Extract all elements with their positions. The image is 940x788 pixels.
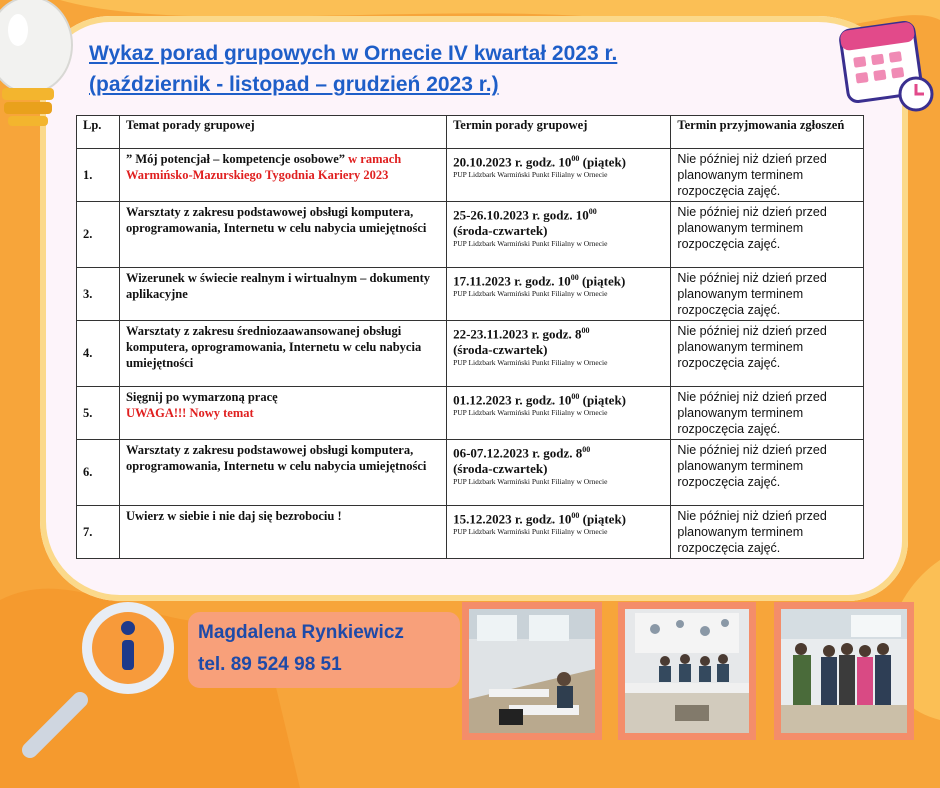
row-topic: [119, 506, 446, 559]
term-days: (środa-czwartek): [453, 461, 548, 477]
table-row: [77, 149, 864, 202]
contact-name: Magdalena Rynkiewicz: [198, 622, 404, 643]
term-days: (środa-czwartek): [453, 223, 548, 239]
table-row: [77, 321, 864, 387]
date-text: 25-26.10.2023 r. godz. 10: [453, 207, 589, 223]
row-accept: Nie później niż dzień przed planowanym terminem rozpoczęcia zajęć.: [671, 440, 864, 506]
term-place: PUP Lidzbark Warmiński Punkt Filialny w Ornecie: [453, 408, 608, 418]
date-text: 15.12.2023 r. godz. 10: [453, 511, 572, 527]
row-number: 1.: [77, 149, 120, 202]
time-minutes: 00: [588, 207, 597, 216]
row-number: 4.: [77, 321, 120, 387]
term-place: PUP Lidzbark Warmiński Punkt Filialny w Ornecie: [453, 527, 608, 537]
row-number: 6.: [77, 440, 120, 506]
lightbulb-icon: [0, 0, 80, 150]
topic-text: Warsztaty z zakresu podstawowej obsługi komputera, oprogramowania, Internetu w celu nabycia umiejętności: [125, 205, 427, 235]
term-place: PUP Lidzbark Warmiński Punkt Filialny w Ornecie: [453, 239, 608, 249]
date-text: 20.10.2023 r. godz. 10: [453, 154, 572, 170]
date-text: 22-23.11.2023 r. godz. 8: [453, 326, 582, 342]
row-topic: [119, 440, 446, 506]
topic-text: Sięgnij po wymarzoną pracę: [125, 390, 278, 404]
row-topic: [119, 321, 446, 387]
table-row: [77, 506, 864, 559]
term-date: [453, 442, 664, 461]
date-text: 17.11.2023 r. godz. 10: [453, 273, 571, 289]
topic-text: Warsztaty z zakresu średniozaawansowanej obsługi komputera, oprogramowania, Internetu w celu nabycia umiejętności: [125, 324, 422, 370]
row-accept: Nie później niż dzień przed planowanym terminem rozpoczęcia zajęć.: [671, 149, 864, 202]
header-lp: Lp.: [77, 116, 120, 149]
row-term: [447, 321, 671, 387]
time-minutes: 00: [571, 511, 580, 520]
info-magnifier-icon: [10, 600, 180, 770]
row-topic: [119, 202, 446, 268]
contact-phone: tel. 89 524 98 51: [198, 654, 342, 675]
photo-3: [774, 602, 914, 740]
table-row: [77, 387, 864, 440]
row-accept: Nie później niż dzień przed planowanym terminem rozpoczęcia zajęć.: [671, 202, 864, 268]
row-number: 3.: [77, 268, 120, 321]
row-term: [447, 149, 671, 202]
time-minutes: 00: [571, 154, 580, 163]
topic-text: Uwierz w siebie i nie daj się bezrobociu !: [125, 509, 342, 523]
schedule-table: [76, 115, 864, 559]
topic-text: ” Mój potencjał – kompetencje osobowe”: [125, 152, 345, 166]
weekday-text: (piątek): [579, 511, 627, 527]
term-date: [453, 323, 664, 342]
row-term: [447, 506, 671, 559]
row-number: 7.: [77, 506, 120, 559]
term-place: PUP Lidzbark Warmiński Punkt Filialny w Ornecie: [453, 289, 608, 299]
time-minutes: 00: [571, 392, 580, 401]
row-accept: Nie później niż dzień przed planowanym terminem rozpoczęcia zajęć.: [671, 321, 864, 387]
term-place: PUP Lidzbark Warmiński Punkt Filialny w Ornecie: [453, 170, 608, 180]
header-accept: Termin przyjmowania zgłoszeń: [671, 116, 864, 149]
term-date: [453, 389, 664, 408]
term-days: (środa-czwartek): [453, 342, 548, 358]
term-date: [453, 204, 664, 223]
topic-highlight: UWAGA!!! Nowy temat: [125, 406, 254, 420]
term-place: PUP Lidzbark Warmiński Punkt Filialny w Ornecie: [453, 477, 608, 487]
row-term: [447, 202, 671, 268]
header-topic: Temat porady grupowej: [119, 116, 446, 149]
header-term: Termin porady grupowej: [447, 116, 671, 149]
table-row: [77, 268, 864, 321]
time-minutes: 00: [581, 326, 590, 335]
topic-text: Warsztaty z zakresu podstawowej obsługi komputera, oprogramowania, Internetu w celu nabycia umiejętności: [125, 443, 427, 473]
weekday-text: (piątek): [578, 273, 626, 289]
contact-box: [188, 612, 460, 688]
table-row: [77, 440, 864, 506]
row-term: [447, 268, 671, 321]
time-minutes: 00: [570, 273, 579, 282]
row-number: 5.: [77, 387, 120, 440]
row-topic: [119, 149, 446, 202]
calendar-clock-icon: [838, 14, 936, 114]
title-line-2: (październik - listopad – grudzień 2023 r.): [89, 73, 499, 96]
date-text: 06-07.12.2023 r. godz. 8: [453, 445, 583, 461]
row-accept: Nie później niż dzień przed planowanym terminem rozpoczęcia zajęć.: [671, 387, 864, 440]
table-header-row: [77, 116, 864, 149]
row-topic: [119, 268, 446, 321]
topic-highlight: w ramach Warmińsko-Mazurskiego Tygodnia Kariery 2023: [125, 152, 402, 182]
time-minutes: 00: [582, 445, 591, 454]
title-line-1: Wykaz porad grupowych w Ornecie IV kwartał 2023 r.: [89, 42, 618, 65]
term-date: [453, 508, 664, 527]
row-term: [447, 387, 671, 440]
page-title: [89, 38, 617, 100]
row-term: [447, 440, 671, 506]
row-accept: Nie później niż dzień przed planowanym terminem rozpoczęcia zajęć.: [671, 506, 864, 559]
photo-1: [462, 602, 602, 740]
term-place: PUP Lidzbark Warmiński Punkt Filialny w Ornecie: [453, 358, 608, 368]
weekday-text: (piątek): [579, 154, 627, 170]
term-date: [453, 151, 664, 170]
term-date: [453, 270, 664, 289]
row-number: 2.: [77, 202, 120, 268]
table-row: [77, 202, 864, 268]
date-text: 01.12.2023 r. godz. 10: [453, 392, 572, 408]
row-topic: [119, 387, 446, 440]
photo-2: [618, 602, 756, 740]
weekday-text: (piątek): [579, 392, 627, 408]
row-accept: Nie później niż dzień przed planowanym terminem rozpoczęcia zajęć.: [671, 268, 864, 321]
topic-text: Wizerunek w świecie realnym i wirtualnym – dokumenty aplikacyjne: [125, 271, 430, 301]
